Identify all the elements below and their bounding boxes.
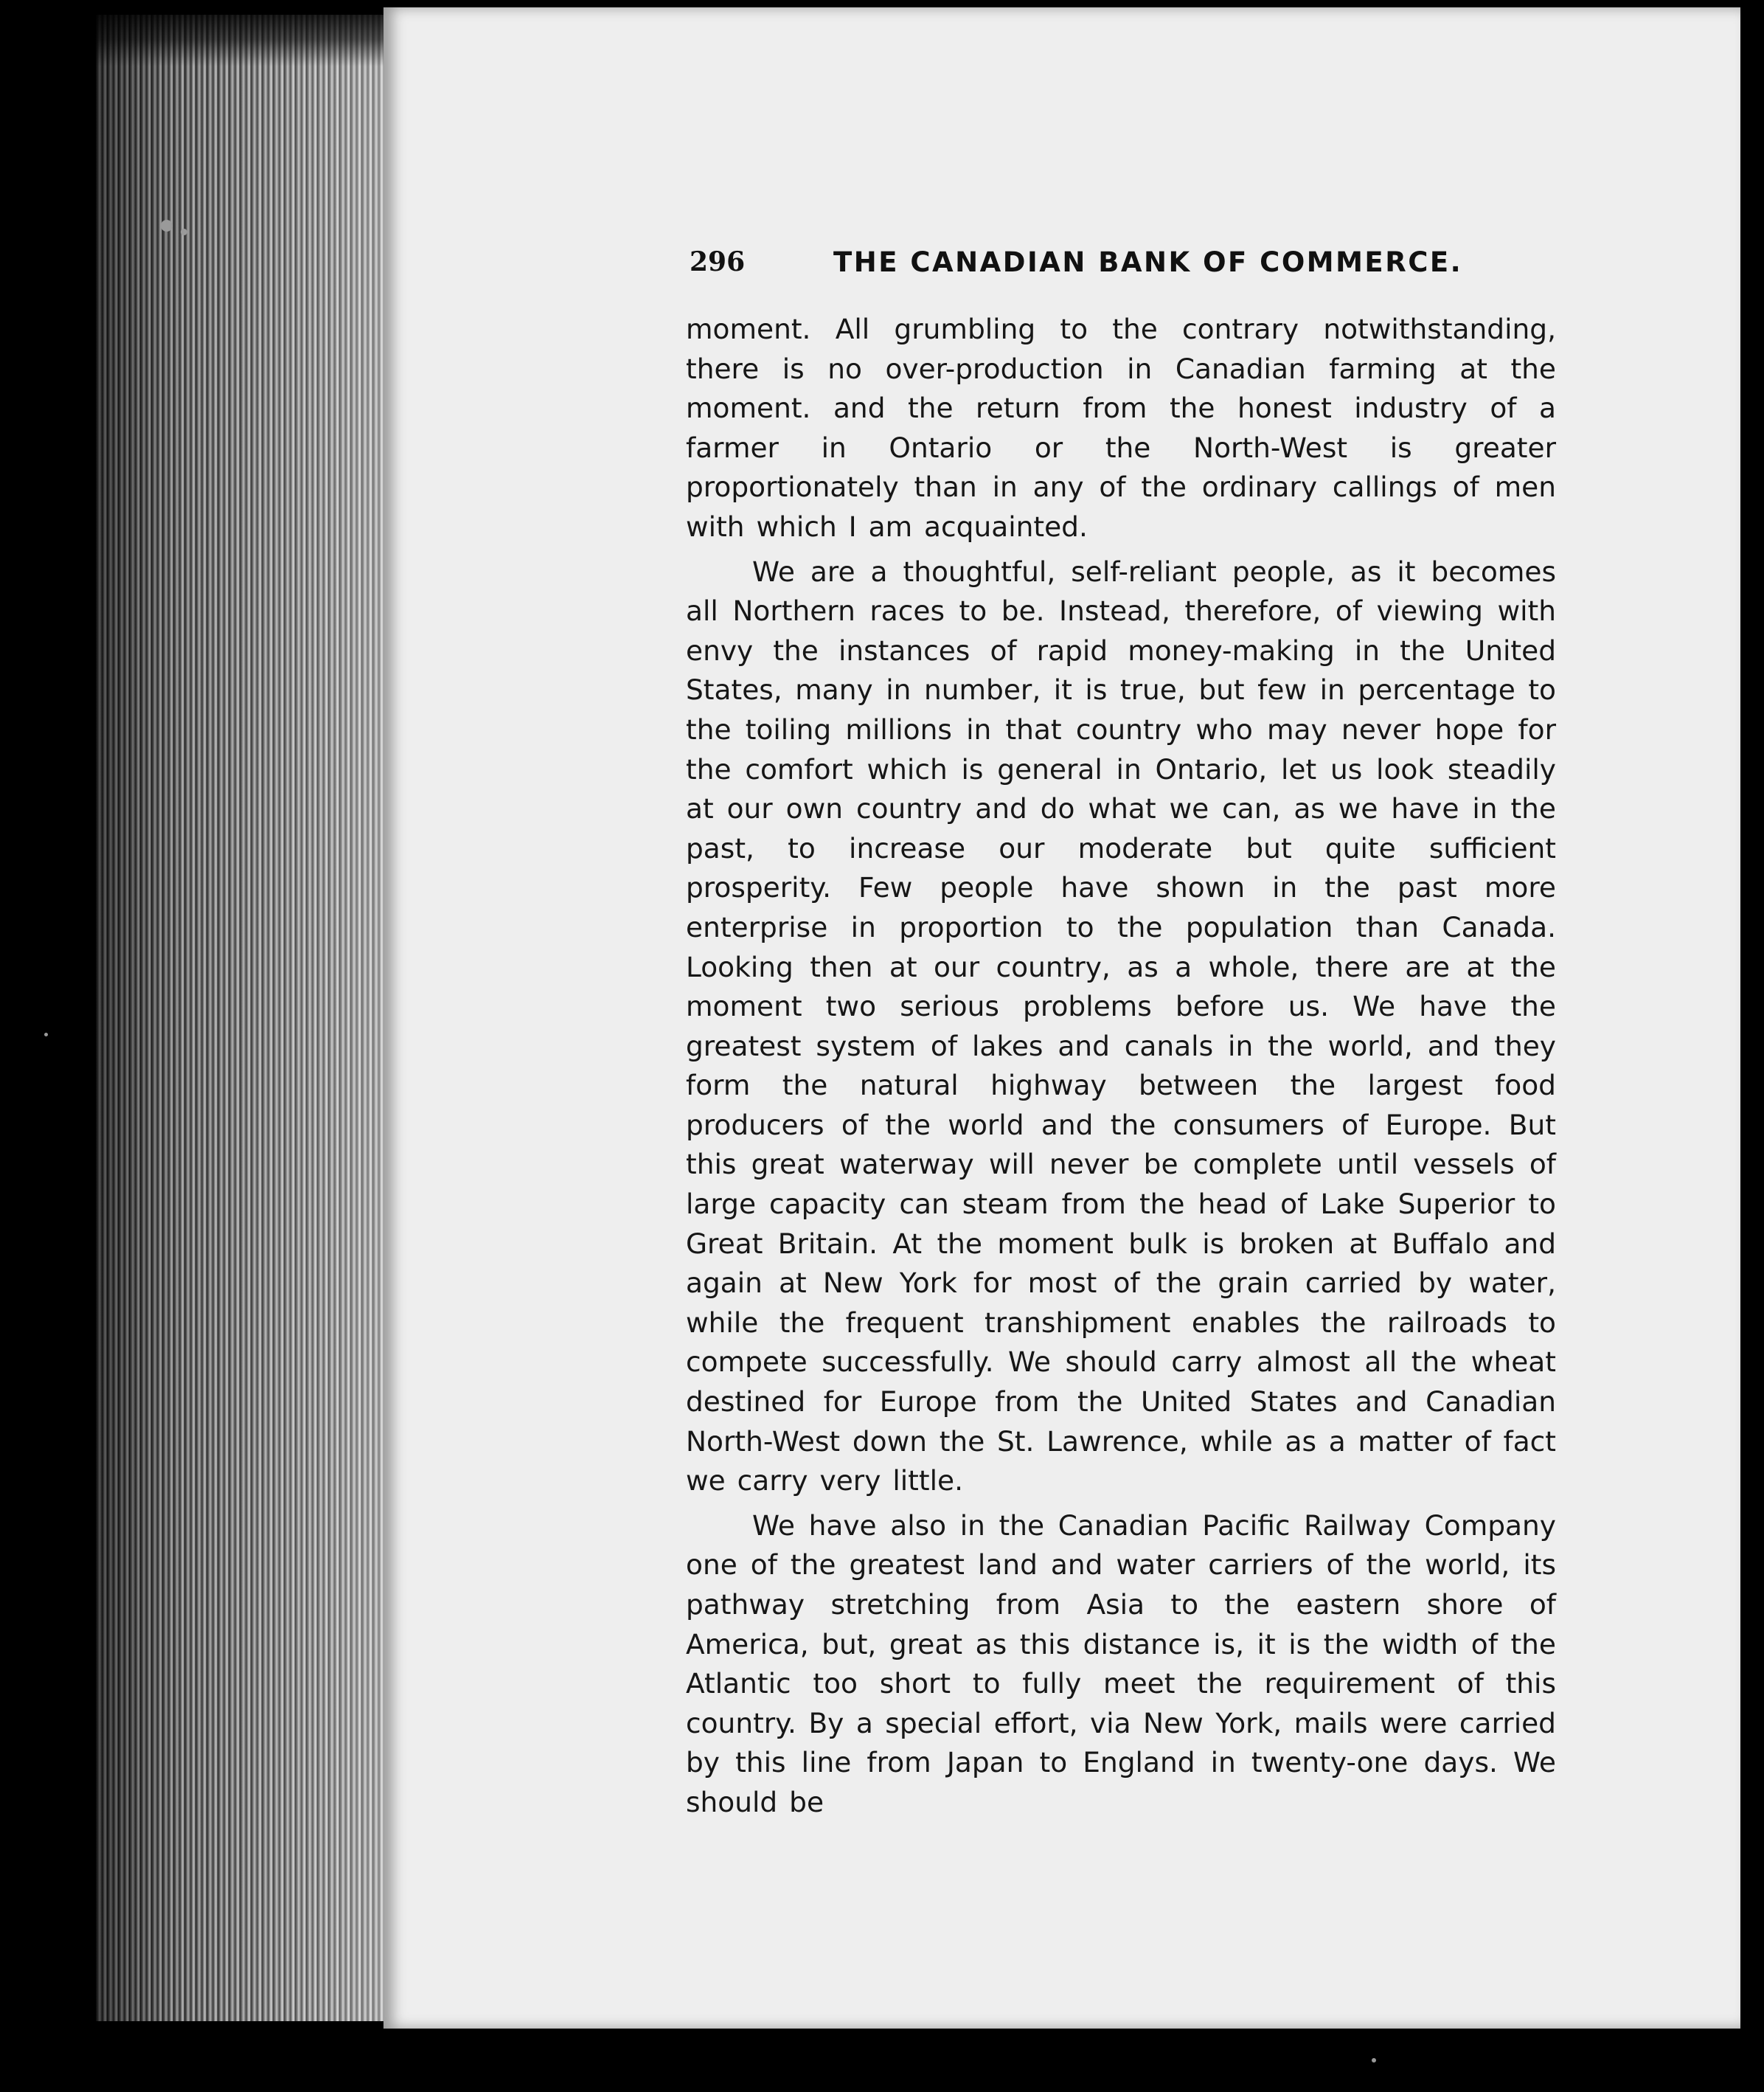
page-number: 296 xyxy=(690,246,746,277)
dust-speck xyxy=(44,1033,48,1036)
page-header xyxy=(690,243,1530,288)
binding-shadow xyxy=(96,0,413,66)
paragraph: We are a thoughtful, self-reliant people, as it becomes all Northern races to be. Instead, therefore, of viewing with envy the instances of rapid money-making in the United States, many in number, it is true, but few in percentage to the toiling millions in that country who may never hope for the comfort which is general in Ontario, let us look steadily at our own country and do what we can, as we have in the past, to increase our moderate but quite sufficient prosperity. Few people have shown in the past more enterprise in proportion to the population than Canada. Looking then at our country, as a whole, there are at the moment two serious problems before us. We have the greatest system of lakes and canals in the world, and they form the natural highway between the largest food producers of the world and the consumers of Europe. But this great waterway will never be complete until vessels of large capacity can steam from the head of Lake Superior to Great Britain. At the moment bulk is broken at Buffalo and again at New York for most of the grain carried by water, while the frequent transhipment enables the railroads to compete successfully. We should carry almost all the wheat destined for Europe from the United States and Canadian North-West down the St. Lawrence, while as a matter of fact we carry very little. xyxy=(686,555,1556,1497)
running-title: THE CANADIAN BANK OF COMMERCE. xyxy=(833,246,1463,278)
book-page-edges xyxy=(96,15,391,2021)
paragraph: We have also in the Canadian Pacific Railway Company one of the greatest land and water carriers of the world, its pathway stretching from Asia to the eastern shore of America, but, great as this distance is, it is the width of the Atlantic too short to fully meet the requirement of this country. By a special effort, via New York, mails were carried by this line from Japan to England in twenty-one days. We should be xyxy=(686,1509,1556,1818)
dust-speck xyxy=(181,229,187,235)
dust-speck xyxy=(1372,2058,1376,2062)
dust-speck xyxy=(161,220,173,232)
paragraph: moment. All grumbling to the contrary notwithstanding, there is no over-production in Canadian farming at the moment. and the return from the honest industry of a farmer in Ontario or the North-West is greater proportionately than in any of the ordinary callings of men with which I am acquainted. xyxy=(686,313,1556,543)
body-text xyxy=(686,310,1556,1828)
